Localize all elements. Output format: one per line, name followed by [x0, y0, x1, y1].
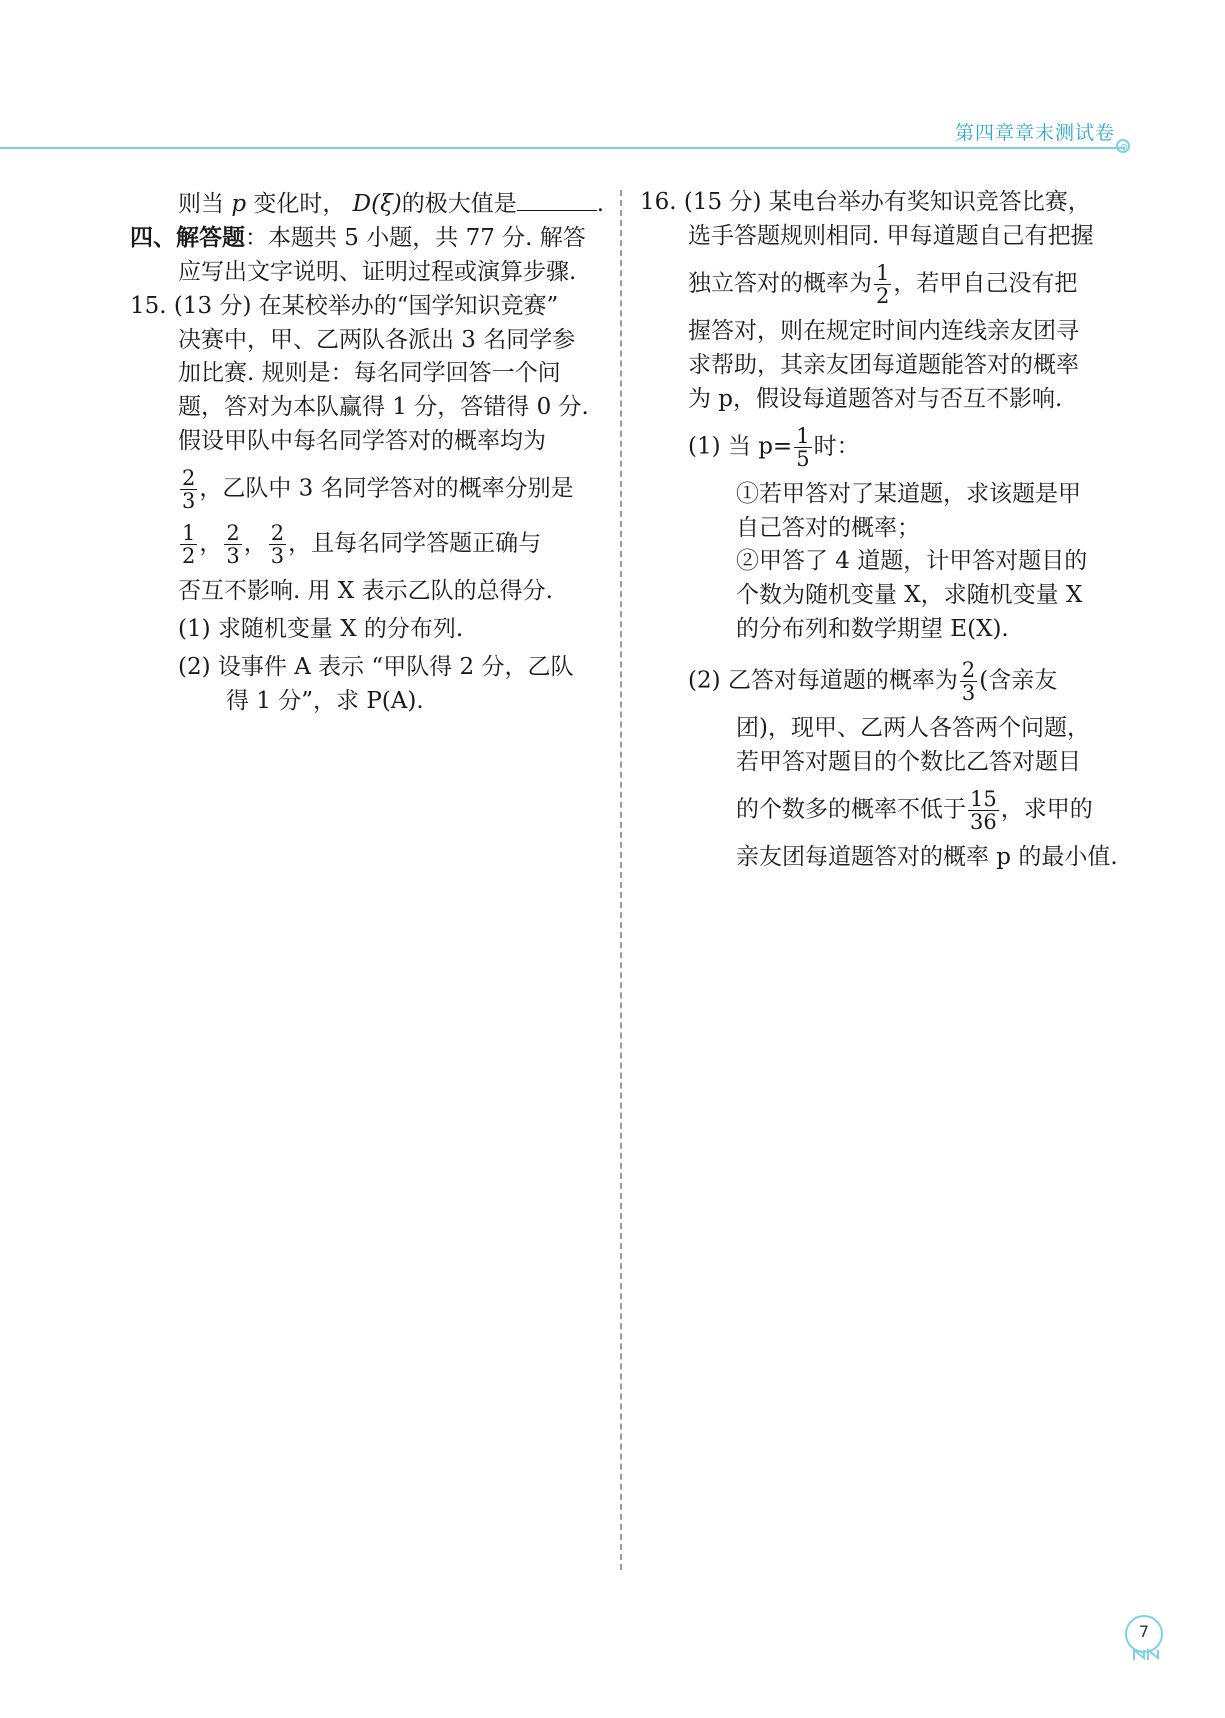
section-heading [130, 224, 600, 254]
section-instructions: ：本题共 5 小题，共 77 分. 解答 [245, 224, 586, 251]
q16-part2-cont: 亲友团每道题答对的概率 p 的最小值. [736, 844, 1118, 871]
q15-part2: (2) 设事件 A 表示 “甲队得 2 分，乙队 [178, 654, 574, 681]
page-number: 7 [1138, 1622, 1150, 1641]
q15-line: 题，答对为本队赢得 1 分，答错得 0 分. [178, 394, 589, 421]
q15-part1: (1) 求随机变量 X 的分布列. [178, 616, 464, 643]
q16-line: 16. (15 分) 某电台举办有奖知识竞答比赛， [640, 189, 1091, 215]
column-divider [620, 190, 622, 1570]
fraction: $\frac{15}{36}$ [970, 786, 997, 835]
answer-blank[interactable] [517, 188, 597, 211]
q16-sub2: ②甲答了 4 道题，计甲答对题目的 [736, 548, 1088, 575]
q15-line: 决赛中，甲、乙两队各派出 3 名同学参 [178, 326, 576, 353]
q16-part1: (1) 当 p= $\frac{1}{5}$ 时： [688, 423, 860, 471]
q16-part2-frac: 的个数多的概率不低于 $\frac{15}{36}$ ，求甲的 [736, 786, 1093, 835]
fraction: $\frac{2}{3}$ [961, 658, 976, 706]
text: 则当 [178, 191, 224, 217]
q16-part2: (2) 乙答对每道题的概率为 $\frac{2}{3}$ (含亲友 [688, 658, 1058, 706]
q16-part2-cont: 团)，现甲、乙两人各答两个问题， [736, 715, 1090, 742]
text: ，且每名同学答题正确与 [288, 530, 542, 557]
q16-line: 求帮助，其亲友团每道题能答对的概率 [688, 351, 1079, 378]
header-rule [0, 147, 1125, 149]
q14-tail-line [130, 188, 605, 220]
q16-line: 握答对，则在规定时间内连线亲友团寻 [688, 317, 1079, 344]
fraction: $\frac{2}{3}$ [226, 521, 240, 569]
fraction: $\frac{1}{2}$ [876, 260, 890, 308]
left-column [130, 188, 605, 717]
q16-line: 选手答题规则相同. 甲每道题自己有把握 [688, 222, 1094, 249]
q15-line-frac [130, 467, 600, 512]
text: 的极大值是 [401, 191, 517, 217]
q15-line: 15. (13 分) 在某校举办的“国学知识竞赛” [130, 292, 559, 319]
var-p: p [231, 191, 247, 217]
q15-line: 假设甲队中每名同学答对的概率均为 [178, 428, 546, 455]
text: 变化时， [253, 191, 346, 217]
fraction: $\frac{1}{5}$ [796, 423, 810, 471]
variance-expr: D(ξ) [352, 191, 402, 217]
q16-sub2-cont: 个数为随机变量 X，求随机变量 X [736, 582, 1083, 609]
q16-sub2-cont: 的分布列和数学期望 E(X). [736, 616, 1009, 643]
section-instructions-cont: 应写出文字说明、证明过程或演算步骤. [178, 258, 577, 285]
fraction: $\frac{2}{3}$ [182, 466, 196, 514]
header-ring-ornament [1116, 139, 1130, 153]
q15-line-frac: $\frac{1}{2}$ ， $\frac{2}{3}$ ， $\frac{2}{3}$ ，且每名同学答题正确与 [182, 521, 542, 569]
q16-sub1: ①若甲答对了某道题，求该题是甲 [736, 480, 1081, 507]
section-title: 四、解答题 [130, 224, 245, 251]
right-column [640, 188, 1118, 873]
text: . [596, 191, 605, 217]
q16-part2-cont: 若甲答对题目的个数比乙答对题目 [736, 749, 1081, 776]
q16-sub1-cont: 自己答对的概率； [736, 514, 920, 541]
chapter-title: 第四章章末测试卷 [954, 122, 1115, 144]
q16-line-frac: 独立答对的概率为 $\frac{1}{2}$ ，若甲自己没有把 [688, 260, 1078, 308]
q16-line: 为 p，假设每道题答对与否互不影响. [688, 385, 1063, 412]
q15-line: 否互不影响. 用 X 表示乙队的总得分. [178, 578, 553, 605]
fraction: $\frac{1}{2}$ [182, 521, 196, 569]
q15-part2-cont: 得 1 分”，求 P(A). [226, 687, 424, 714]
fraction: $\frac{2}{3}$ [270, 521, 285, 569]
text: ，乙队中 3 名同学答对的概率分别是 [199, 475, 574, 502]
q15-line: 加比赛. 规则是：每名同学回答一个问 [178, 360, 561, 387]
